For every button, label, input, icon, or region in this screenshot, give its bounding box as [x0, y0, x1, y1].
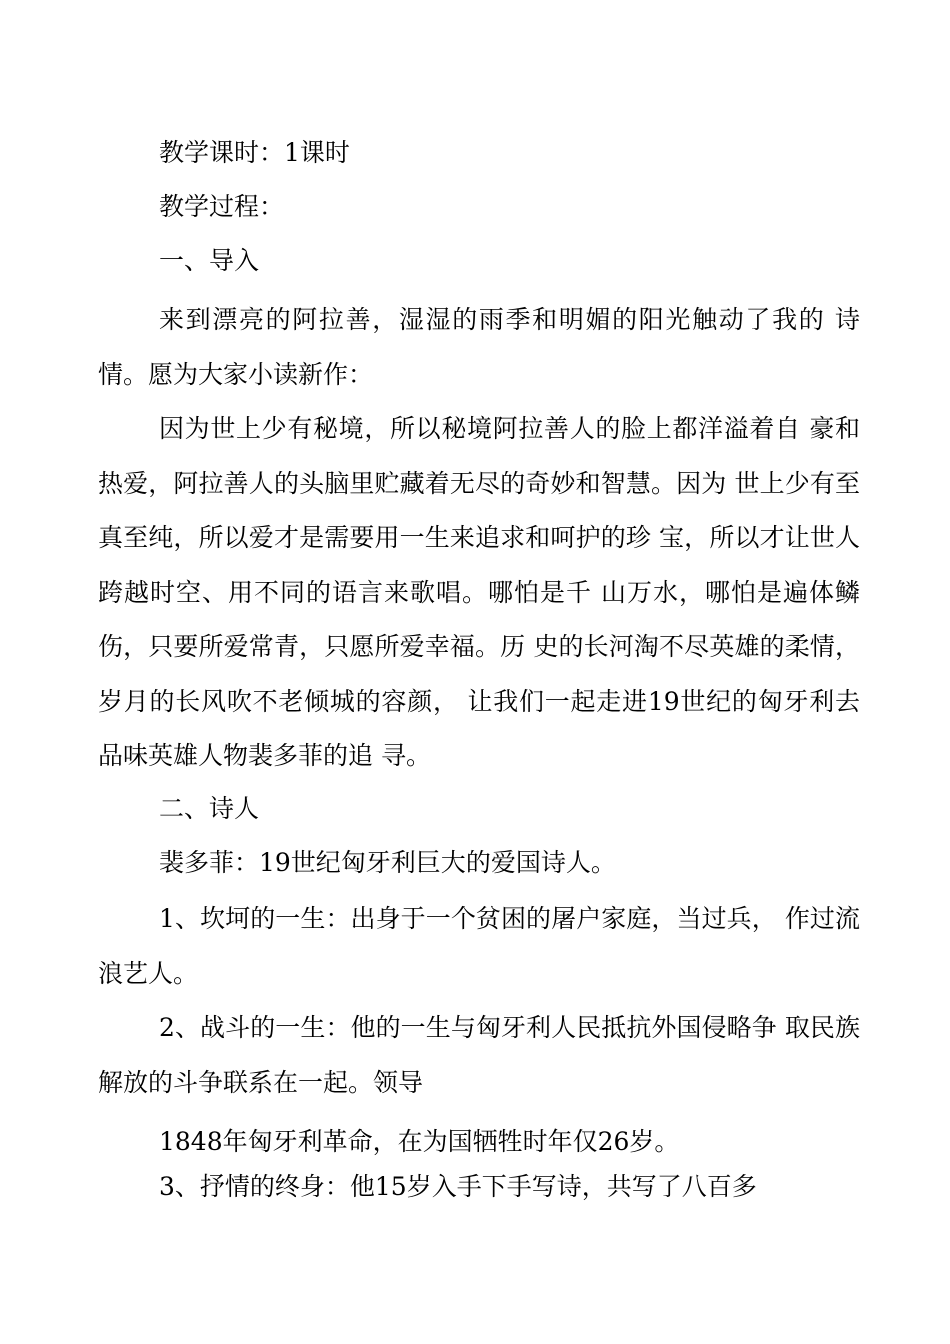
paragraph-poem: 因为世上少有秘境，所以秘境阿拉善人的脸上都洋溢着自 豪和热爱，阿拉善人的头脑里贮藏着无尽的奇妙和智慧。因为 世上少有至真至纯，所以爱才是需要用一生来追求和呵护的珍 宝，所以才让世人跨越时空、用不同的语言来歌唱。哪怕是千 山万水，哪怕是遍体鳞伤，只要所爱常青，只愿所爱幸福。历 史的长河淘不尽英雄的柔情，岁月的长风吹不老倾城的容颜， 让我们一起走进19世纪的匈牙利去品味英雄人物裴多菲的追 寻。 — [98, 414, 860, 770]
paragraph-revolution: 1848年匈牙利革命，在为国牺牲时年仅26岁。 — [159, 1127, 680, 1156]
paragraph-lyrical-life: 3、抒情的终身：他15岁入手下手写诗，共写了八百多 — [159, 1172, 757, 1201]
section-heading-poet: 二、诗人 — [159, 794, 260, 823]
paragraph-petofi-intro: 裴多菲：19世纪匈牙利巨大的爱国诗人。 — [159, 848, 616, 877]
paragraph-process-heading: 教学过程： — [159, 192, 285, 221]
paragraph-lesson-hours: 教学课时：1课时 — [159, 138, 350, 167]
paragraph-life-struggle: 2、战斗的一生：他的一生与匈牙利人民抵抗外国侵略争 取民族解放的斗争联系在一起。领导 — [98, 1013, 860, 1097]
section-heading-introduction: 一、导入 — [159, 246, 260, 275]
paragraph-life-hardship: 1、坎坷的一生：出身于一个贫困的屠户家庭，当过兵， 作过流浪艺人。 — [98, 904, 860, 988]
paragraph-intro: 来到漂亮的阿拉善，湿湿的雨季和明媚的阳光触动了我的 诗情。愿为大家小读新作： — [98, 305, 860, 389]
